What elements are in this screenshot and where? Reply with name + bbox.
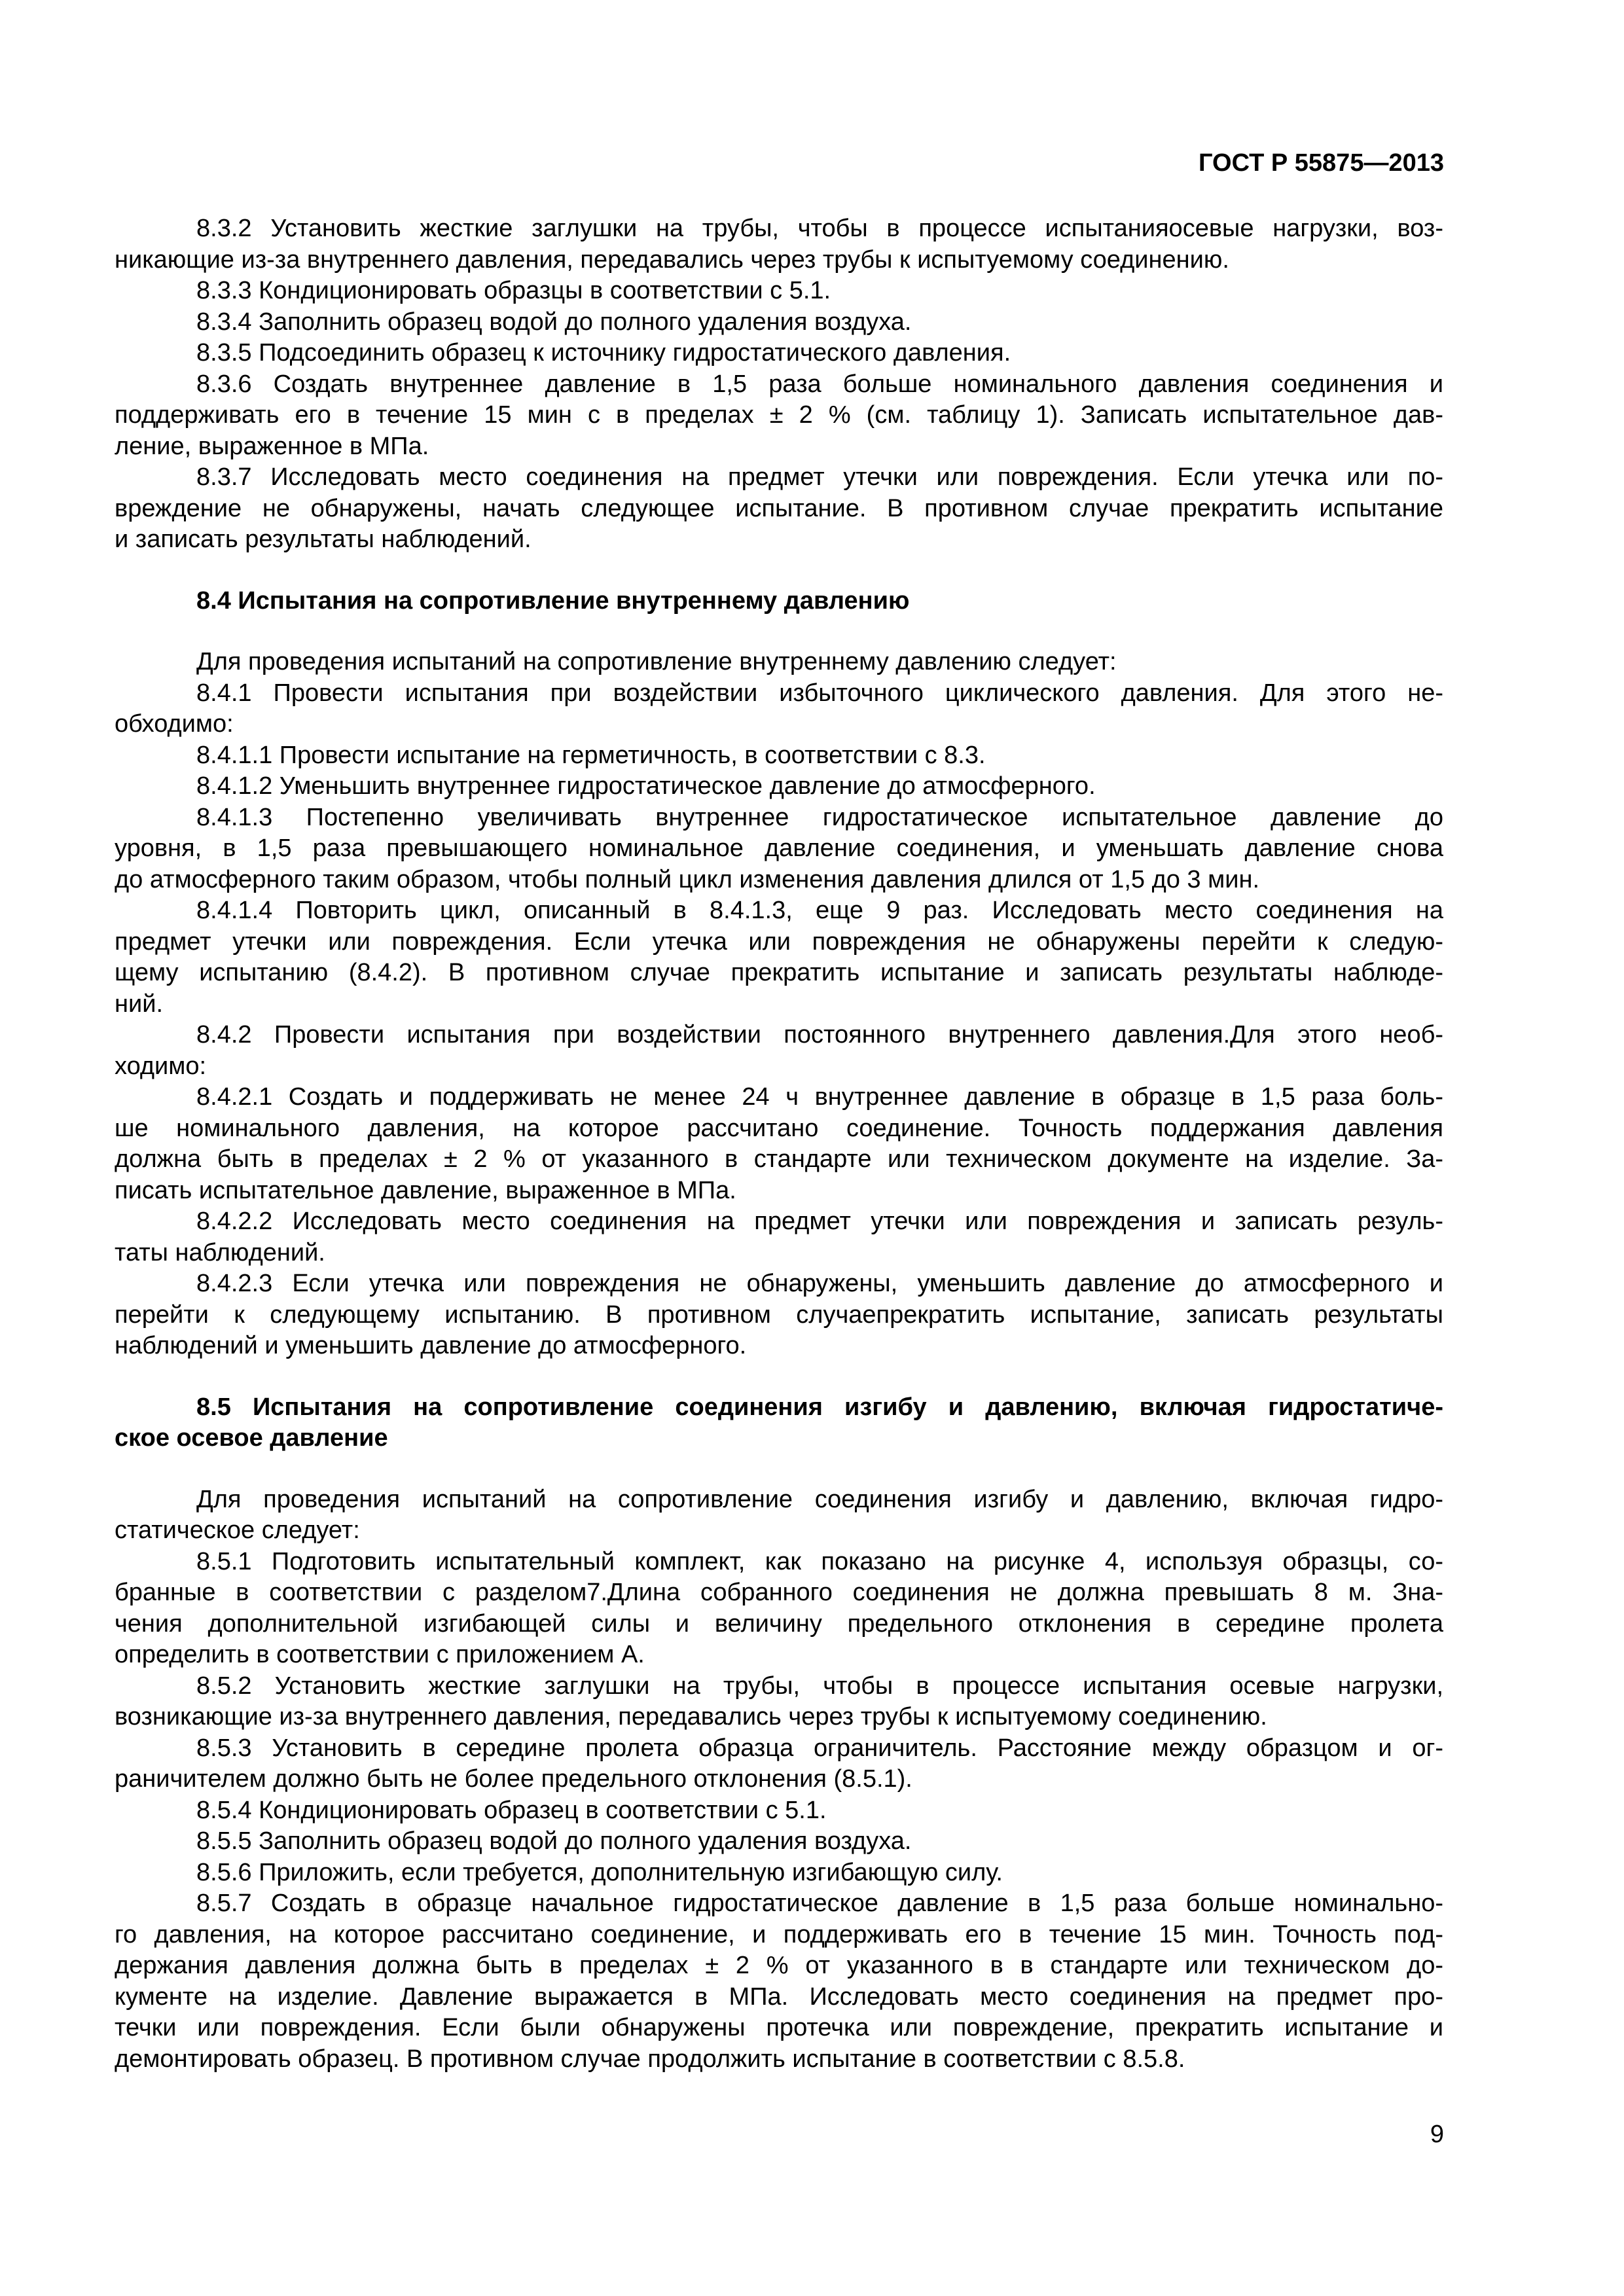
text-line: возникающие из-за внутреннего давления, передавались через трубы к испытуемому соединению.	[115, 1703, 1267, 1731]
text-line: 8.4.2.2 Исследовать место соединения на предмет утечки или повреждения и записать резуль-	[196, 1208, 1443, 1235]
text-line: таты наблюдений.	[115, 1238, 325, 1266]
paragraph-gap	[115, 1454, 1443, 1484]
text-line: 8.4.2.3 Если утечка или повреждения не обнаружены, уменьшить давление до атмосферного и	[196, 1270, 1443, 1297]
text-line: ление, выраженное в МПа.	[115, 432, 429, 460]
text-line: 8.5.2 Установить жесткие заглушки на трубы, чтобы в процессе испытания осевые нагрузки,	[196, 1672, 1443, 1700]
text-line: 8.4.1 Провести испытания при воздействии избыточного циклического давления. Для этого не-	[196, 679, 1443, 707]
text-line: до атмосферного таким образом, чтобы полный цикл изменения давления длился от 1,5 до 3 мин.	[115, 865, 1260, 893]
text-line: определить в соответствии с приложением А.	[115, 1641, 645, 1668]
text-line: кументе на изделие. Давление выражается в МПа. Исследовать место соединения на предмет про-	[115, 1982, 1443, 2011]
text-line: ше номинального давления, на которое рассчитано соединение. Точность поддержания давления	[115, 1114, 1443, 1142]
text-line: 8.3.6 Создать внутреннее давление в 1,5 раза больше номинального давления соединения и	[196, 370, 1443, 398]
text-line: чения дополнительной изгибающей силы и величину предельного отклонения в середине пролета	[115, 1609, 1443, 1638]
paragraph-gap	[115, 1362, 1443, 1392]
text-line: демонтировать образец. В противном случае продолжить испытание в соответствии с 8.5.8.	[115, 2045, 1185, 2073]
text-line: 8.4.1.4 Повторить цикл, описанный в 8.4.1.3, еще 9 раз. Исследовать место соединения на	[196, 897, 1443, 924]
text-line: 8.3.2 Установить жесткие заглушки на трубы, чтобы в процессе испытанияосевые нагрузки, воз-	[196, 215, 1443, 242]
text-line: 8.4.2.1 Создать и поддерживать не менее 24 ч внутреннее давление в образце в 1,5 раза боль-	[196, 1083, 1443, 1111]
text-line: Для проведения испытаний на сопротивление внутреннему давлению следует:	[196, 648, 1117, 675]
text-line: наблюдений и уменьшить давление до атмосферного.	[115, 1332, 747, 1359]
text-line: 8.4.1.1 Провести испытание на герметичность, в соответствии с 8.3.	[196, 741, 986, 769]
section-heading-line: 8.4 Испытания на сопротивление внутреннему давлению	[196, 586, 910, 615]
text-line: должна быть в пределах ± 2 % от указанного в стандарте или техническом документе на изделие. За-	[115, 1145, 1443, 1173]
text-line: 8.5.3 Установить в середине пролета образца ограничитель. Расстояние между образцом и ог-	[196, 1734, 1443, 1762]
text-line: и записать результаты наблюдений.	[115, 526, 532, 553]
text-line: 8.3.7 Исследовать место соединения на предмет утечки или повреждения. Если утечка или по-	[196, 463, 1443, 491]
text-line: 8.3.4 Заполнить образец водой до полного удаления воздуха.	[196, 308, 912, 336]
section-heading-line: 8.5 Испытания на сопротивление соединения изгибу и давлению, включая гидростатиче-	[196, 1393, 1443, 1421]
text-line: го давления, на которое рассчитано соединение, и поддерживать его в течение 15 мин. Точность под-	[115, 1920, 1443, 1948]
text-line: 8.5.7 Создать в образце начальное гидростатическое давление в 1,5 раза больше номинально-	[196, 1890, 1443, 1917]
text-line: ходимо:	[115, 1052, 207, 1080]
text-line: 8.5.6 Приложить, если требуется, дополнительную изгибающую силу.	[196, 1858, 1003, 1886]
text-line: держания давления должна быть в пределах ± 2 % от указанного в в стандарте или техническом до-	[115, 1952, 1443, 1979]
text-line: статическое следует:	[115, 1516, 360, 1544]
document-code-header: ГОСТ Р 55875—2013	[1199, 149, 1444, 177]
text-line: писать испытательное давление, выраженное в МПа.	[115, 1176, 736, 1204]
document-body	[115, 213, 1443, 2075]
text-line: 8.5.1 Подготовить испытательный комплект, как показано на рисунке 4, используя образцы, со-	[196, 1547, 1443, 1575]
text-line: вреждение не обнаружены, начать следующее испытание. В противном случае прекратить испытание	[115, 494, 1443, 522]
text-line: уровня, в 1,5 раза превышающего номинальное давление соединения, и уменьшать давление снова	[115, 834, 1443, 862]
text-line: 8.3.3 Кондиционировать образцы в соответствии с 5.1.	[196, 277, 831, 304]
text-line: никающие из-за внутреннего давления, передавались через трубы к испытуемому соединению.	[115, 245, 1229, 274]
text-line: 8.4.2 Провести испытания при воздействии постоянного внутреннего давления.Для этого необ-	[196, 1021, 1443, 1049]
paragraph-gap	[115, 617, 1443, 647]
text-line: предмет утечки или повреждения. Если утечка или повреждения не обнаружены перейти к следую-	[115, 927, 1443, 956]
text-line: раничителем должно быть не более предельного отклонения (8.5.1).	[115, 1765, 912, 1793]
text-line: поддерживать его в течение 15 мин с в пределах ± 2 % (см. таблицу 1). Записать испытательное дав-	[115, 401, 1443, 429]
page-number: 9	[1430, 2121, 1444, 2148]
text-line: 8.3.5 Подсоединить образец к источнику гидростатического давления.	[196, 339, 1011, 367]
paragraph-gap	[115, 556, 1443, 586]
text-line: 8.5.5 Заполнить образец водой до полного удаления воздуха.	[196, 1827, 912, 1855]
text-line: щему испытанию (8.4.2). В противном случае прекратить испытание и записать результаты наблюде-	[115, 959, 1443, 986]
text-line: 8.4.1.3 Постепенно увеличивать внутреннее гидростатическое испытательное давление до	[196, 803, 1443, 831]
section-heading-line: ское осевое давление	[115, 1424, 388, 1452]
text-line: бранные в соответствии с разделом7.Длина собранного соединения не должна превышать 8 м. Зна-	[115, 1579, 1443, 1606]
text-line: перейти к следующему испытанию. В противном случаепрекратить испытание, записать результаты	[115, 1300, 1443, 1329]
text-line: 8.5.4 Кондиционировать образец в соответствии с 5.1.	[196, 1796, 827, 1824]
text-line: течки или повреждения. Если были обнаружены протечка или повреждение, прекратить испытание и	[115, 2014, 1443, 2041]
text-line: Для проведения испытаний на сопротивление соединения изгибу и давлению, включая гидро-	[196, 1485, 1443, 1513]
text-line: 8.4.1.2 Уменьшить внутреннее гидростатическое давление до атмосферного.	[196, 772, 1096, 800]
text-line: ний.	[115, 990, 163, 1018]
text-line: обходимо:	[115, 710, 234, 738]
